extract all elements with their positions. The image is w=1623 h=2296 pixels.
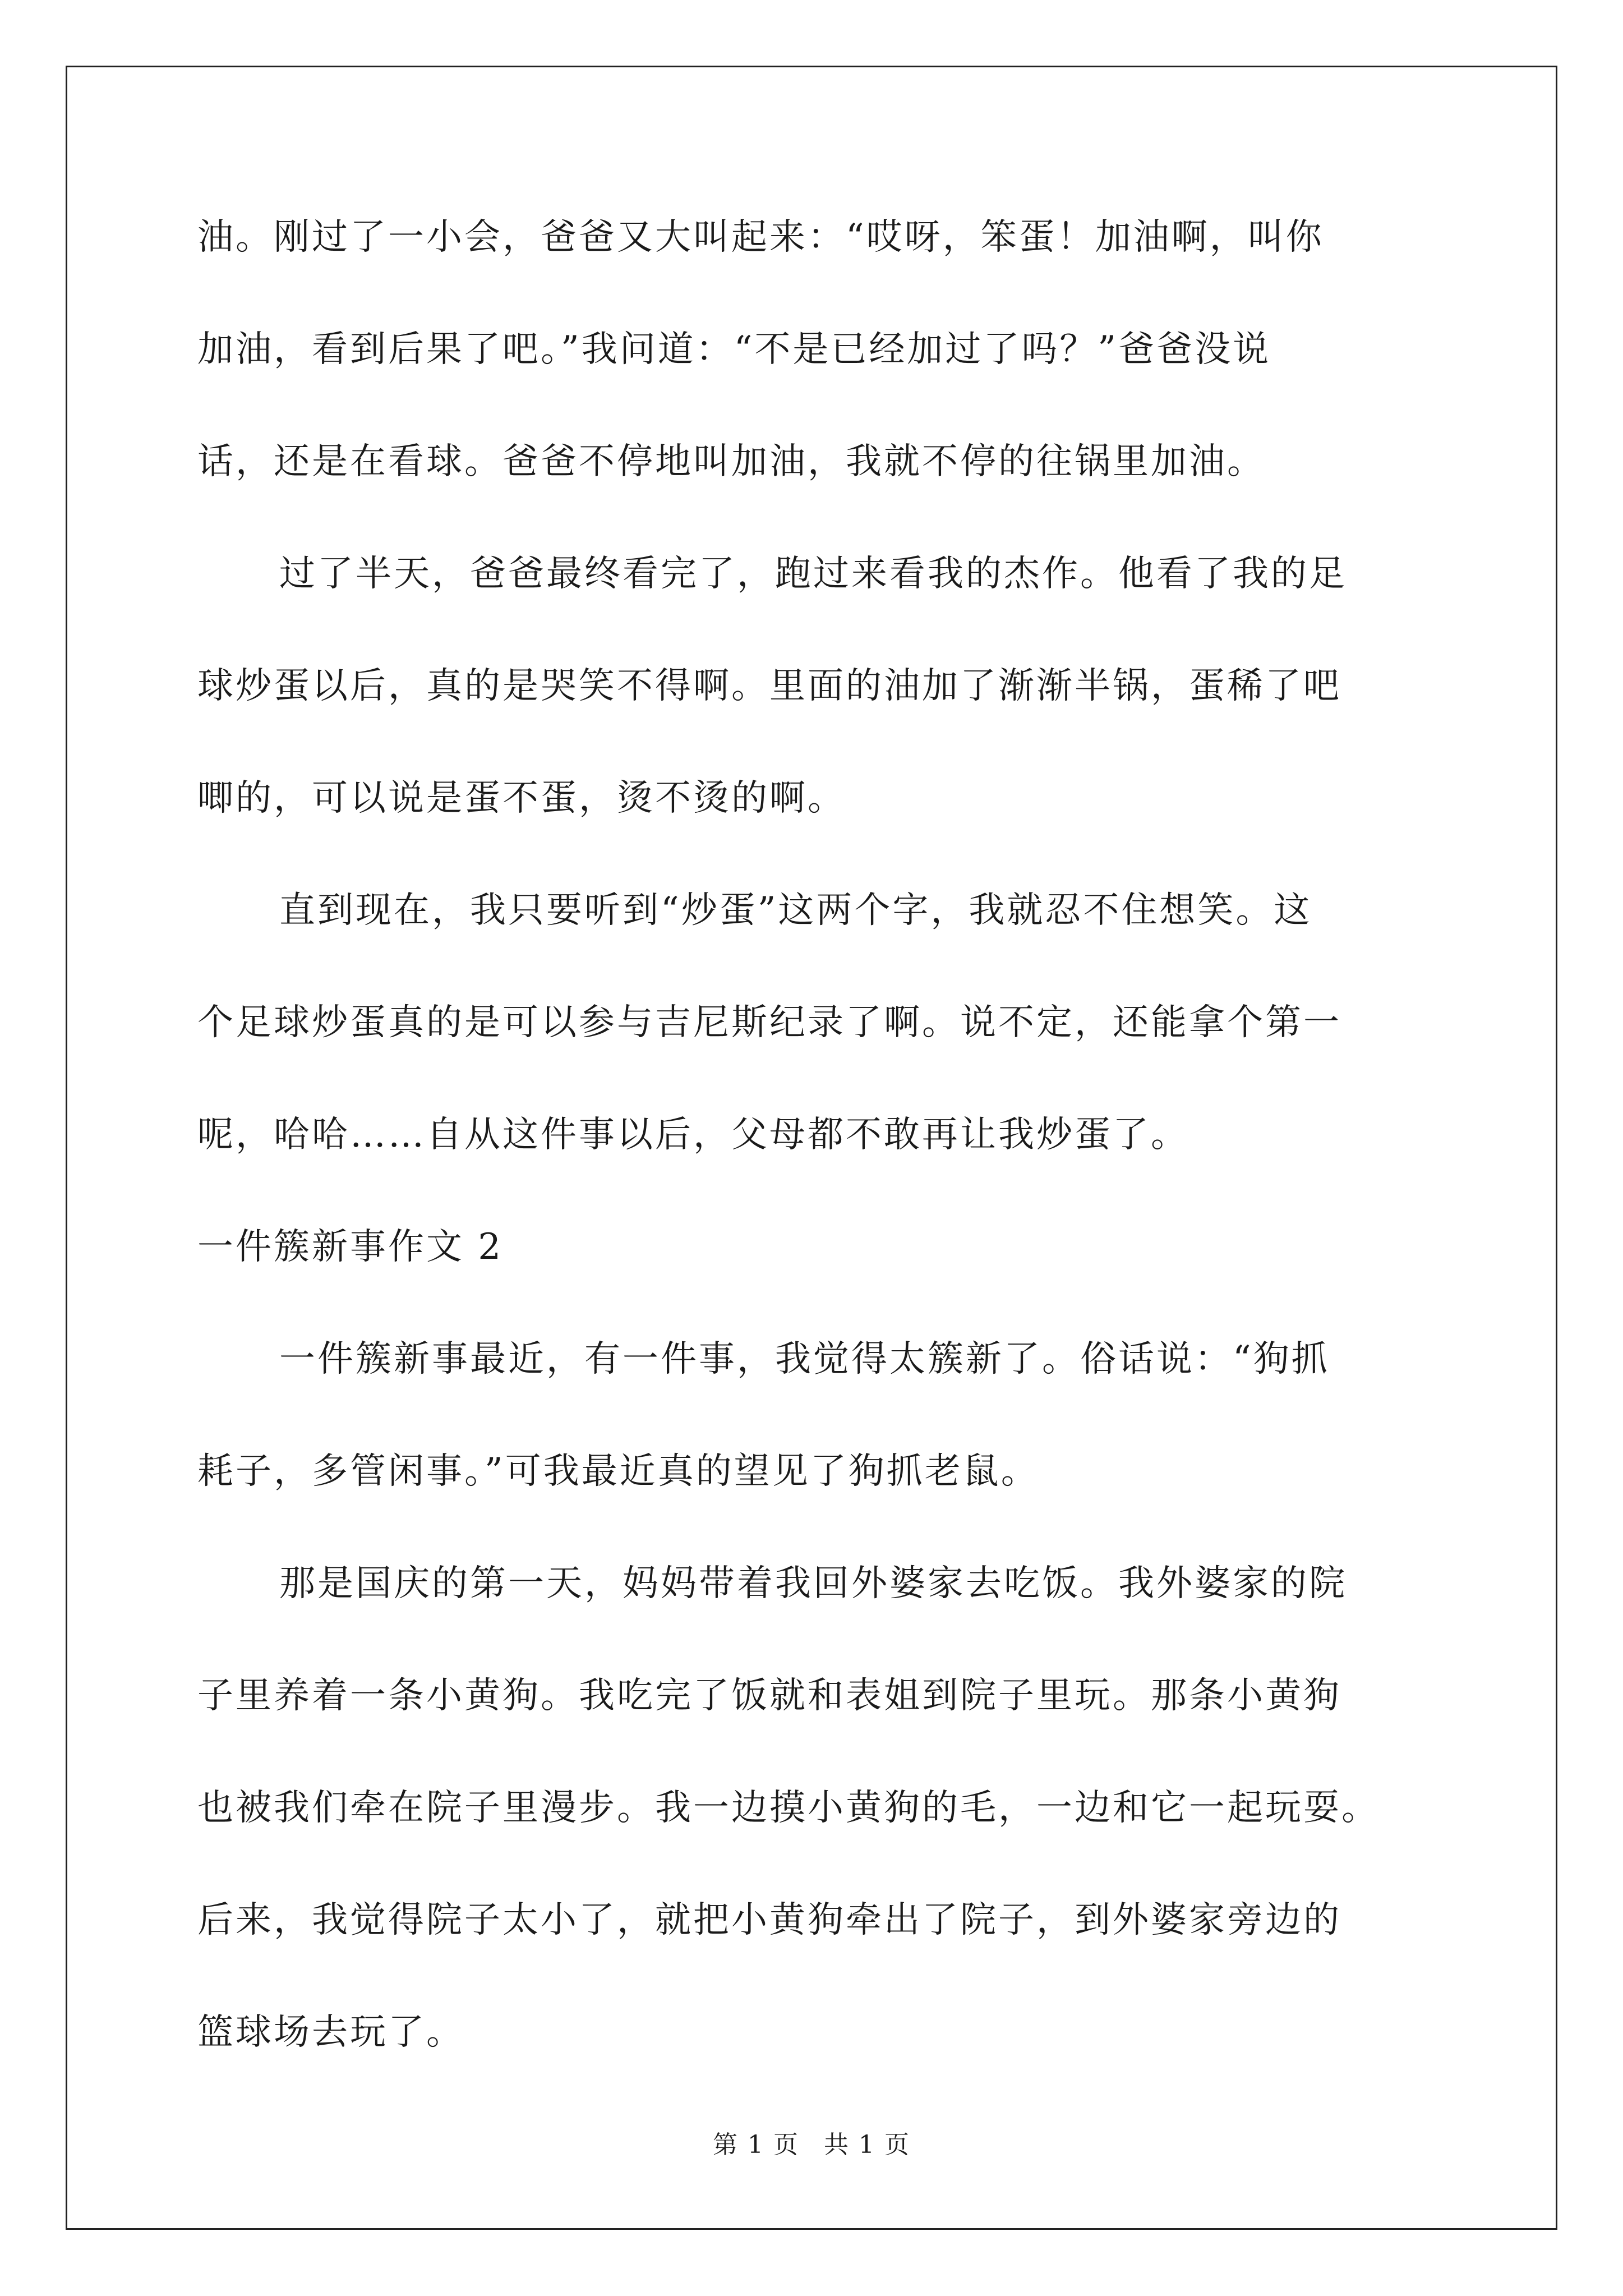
text-line: 耗子，多管闲事。”可我最近真的望见了狗抓老鼠。 [197, 1451, 1039, 1492]
text-line: 话，还是在看球。爸爸不停地叫加油，我就不停的往锅里加油。 [197, 441, 1265, 482]
paragraph-start-line: 过了半天，爸爸最终看完了，跑过来看我的杰作。他看了我的足 [279, 553, 1347, 595]
paragraph-start-line: 一件簇新事最近，有一件事，我觉得太簇新了。俗话说：“狗抓 [279, 1338, 1330, 1380]
document-body [197, 209, 1459, 2116]
text-line: 个足球炒蛋真的是可以参与吉尼斯纪录了啊。说不定，还能拿个第一 [197, 1002, 1341, 1043]
text-line: 呢，哈哈……自从这件事以后，父母都不敢再让我炒蛋了。 [197, 1114, 1189, 1156]
text-line: 唧的，可以说是蛋不蛋，烫不烫的啊。 [197, 777, 846, 819]
text-line: 加油，看到后果了吧。”我问道：“不是已经加过了吗？”爸爸没说 [197, 329, 1271, 370]
paragraph-start-line: 那是国庆的第一天，妈妈带着我回外婆家去吃饭。我外婆家的院 [279, 1563, 1347, 1604]
text-line: 后来，我觉得院子太小了，就把小黄狗牵出了院子，到外婆家旁边的 [197, 1899, 1341, 1941]
text-line: 篮球场去玩了。 [197, 2012, 464, 2053]
section-heading: 一件簇新事作文 2 [197, 1226, 504, 1268]
page-number: 第 1 页 [713, 2131, 799, 2159]
text-line: 球炒蛋以后，真的是哭笑不得啊。里面的油加了渐渐半锅，蛋稀了吧 [197, 665, 1341, 707]
paragraph-start-line: 直到现在，我只要听到“炒蛋”这两个字，我就忍不住想笑。这 [279, 890, 1312, 931]
text-line: 子里养着一条小黄狗。我吃完了饭就和表姐到院子里玩。那条小黄狗 [197, 1675, 1341, 1717]
page-footer [0, 2124, 1623, 2160]
page-total: 共 1 页 [824, 2131, 910, 2159]
text-line: 油。刚过了一小会，爸爸又大叫起来：“哎呀，笨蛋！加油啊，叫你 [197, 217, 1324, 258]
text-line: 也被我们牵在院子里漫步。我一边摸小黄狗的毛，一边和它一起玩耍。 [197, 1787, 1380, 1829]
